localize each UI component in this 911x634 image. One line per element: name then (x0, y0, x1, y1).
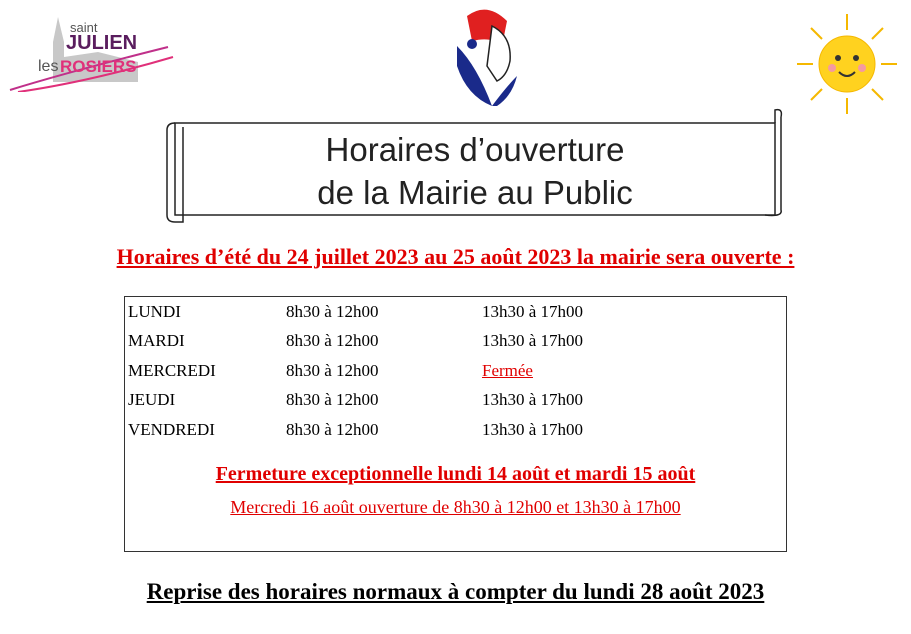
day: MERCREDI (128, 361, 216, 380)
sun-icon (795, 12, 900, 117)
logo-text-julien: JULIEN (66, 32, 138, 54)
afternoon-hours: 13h30 à 17h00 (482, 302, 584, 321)
afternoon-closed: Fermée (482, 361, 533, 380)
town-logo (8, 12, 178, 92)
logo-text-rosiers: ROSIERS (60, 57, 137, 76)
morning-hours: 8h30 à 12h00 (286, 331, 379, 350)
day: MARDI (128, 331, 185, 350)
marianne-emblem-icon (452, 6, 522, 108)
morning-hours: 8h30 à 12h00 (286, 390, 379, 409)
day: JEUDI (128, 390, 176, 409)
afternoon-hours: 13h30 à 17h00 (482, 420, 584, 439)
logo-text-les: les (38, 58, 59, 75)
page-title (190, 128, 760, 214)
afternoon-hours: 13h30 à 17h00 (482, 331, 584, 350)
wednesday-opening-note: Mercredi 16 août ouverture de 8h30 à 12h00 et 13h30 à 17h00 (230, 497, 681, 517)
day: VENDREDI (128, 420, 215, 439)
resumption-notice: Reprise des horaires normaux à compter du lundi 28 août 2023 (146, 579, 765, 604)
exceptional-closure-notice: Fermeture exceptionnelle lundi 14 août et mardi 15 août (215, 463, 696, 485)
title-line-1: Horaires d’ouverture (325, 131, 625, 168)
schedule-box (124, 296, 787, 552)
morning-hours: 8h30 à 12h00 (286, 302, 379, 321)
logo-text-saint: saint (70, 20, 98, 35)
morning-hours: 8h30 à 12h00 (286, 420, 379, 439)
title-line-2: de la Mairie au Public (317, 174, 633, 211)
afternoon-hours: 13h30 à 17h00 (482, 390, 584, 409)
morning-hours: 8h30 à 12h00 (286, 361, 379, 380)
day: LUNDI (128, 302, 181, 321)
summer-hours-heading: Horaires d’été du 24 juillet 2023 au 25 août 2023 la mairie sera ouverte : (116, 244, 795, 269)
